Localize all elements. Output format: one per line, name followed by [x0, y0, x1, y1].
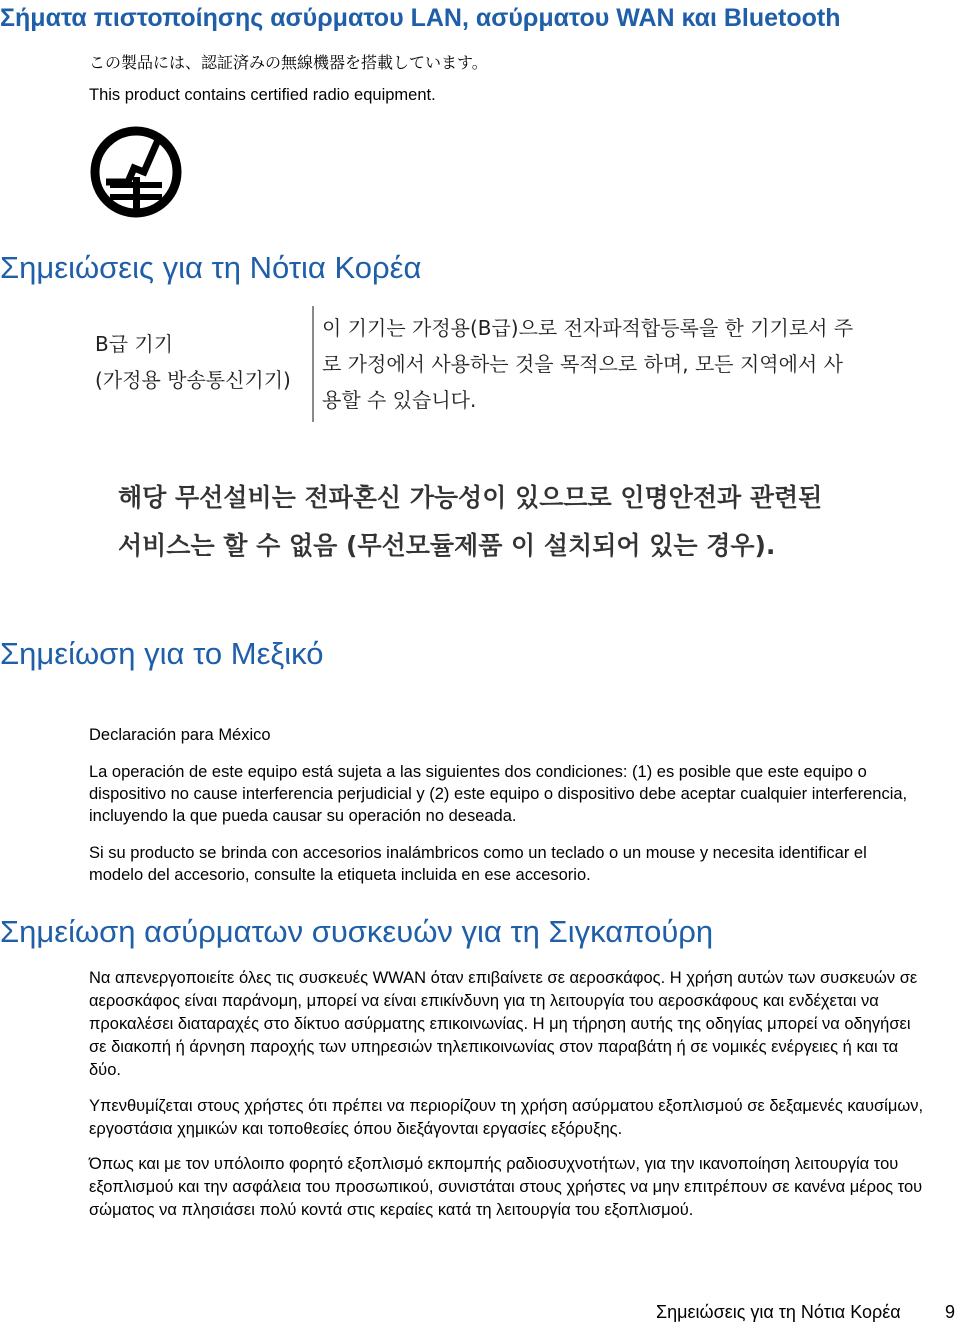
- english-statement: This product contains certified radio equipment.: [89, 86, 436, 104]
- japan-radio-certification-mark-icon: [88, 122, 186, 220]
- footer-page-number: 9: [945, 1302, 956, 1322]
- japanese-statement: この製品には、認証済みの無線機器を搭載しています。: [89, 53, 488, 72]
- singapore-paragraph-rf-exposure: Όπως και με τον υπόλοιπο φορητό εξοπλισμό εκπομπής ραδιοσυχνοτήτων, για την ικανοποίηση λειτουργία του εξοπλισμού και την ασφάλεια του προσωπικού, συνιστάται στους χρήστες να μην επιτρέπουν σε κανένα μέρος του σώματος να πλησιάσει πολύ κοντά στις κεραίες κατά τη λειτουργία του εξοπλισμού.: [89, 1155, 923, 1219]
- singapore-paragraph-aircraft: Να απενεργοποιείτε όλες τις συσκευές WWAN όταν επιβαίνετε σε αεροσκάφος. Η χρήση αυτών των συσκευών σε αεροσκάφος είναι παράνομη, μπορεί να είναι επικίνδυνη για τη λειτουργία του αεροσκάφους και ενδέχεται να προκαλέσει διαταραχές στο δίκτυο ασύρματης επικοινωνίας. Η μη τήρηση αυτής της οδηγίας μπορεί να οδηγήσει σε διακοπή ή άρνηση παροχής των υπηρεσιών τηλεπικοινωνίας στον παραβάτη ή σε νομικές ενέργειες ή και τα δύο.: [89, 969, 918, 1079]
- korea-wireless-notice-line-2: 서비스는 할 수 없음 (무선모듈제품 이 설치되어 있는 경우).: [118, 531, 776, 560]
- heading-mexico: Σημείωση για το Μεξικό: [0, 636, 324, 671]
- korea-household-equipment-label: (가정용 방송통신기기): [95, 368, 291, 392]
- footer-section-title: Σημειώσεις για τη Νότια Κορέα: [656, 1302, 901, 1322]
- heading-wireless-certification: Σήματα πιστοποίησης ασύρματου LAN, ασύρματου WAN και Bluetooth: [0, 4, 841, 32]
- heading-singapore: Σημείωση ασύρματων συσκευών για τη Σιγκαπούρη: [0, 914, 714, 949]
- korea-notice-divider: [312, 306, 314, 422]
- korea-class-b-label: B급 기기: [95, 332, 174, 356]
- korea-class-b-text-line-2: 로 가정에서 사용하는 것을 목적으로 하며, 모든 지역에서 사: [322, 352, 843, 376]
- mexico-paragraph-accessories: Si su producto se brinda con accesorios inalámbricos como un teclado o un mouse y necesita identificar el modelo del accesorio, consulte la etiqueta incluida en ese accesorio.: [89, 844, 867, 884]
- mexico-declaration-title: Declaración para México: [89, 726, 271, 744]
- korea-class-b-text-line-3: 용할 수 있습니다.: [322, 388, 477, 412]
- singapore-paragraph-restrictions: Υπενθυμίζεται στους χρήστες ότι πρέπει να περιορίζουν τη χρήση ασύρματου εξοπλισμού σε δεξαμενές καυσίμων, εργοστάσια χημικών και τοποθεσίες όπου διεξάγονται εργασίες εξόρυξης.: [89, 1097, 924, 1138]
- mexico-paragraph-conditions: La operación de este equipo está sujeta a las siguientes dos condiciones: (1) es posible que este equipo o dispositivo no cause interferencia perjudicial y (2) este equipo o dispositivo debe aceptar cualquier interferencia, incluyendo la que pueda causar su operación no deseada.: [89, 763, 908, 825]
- korea-wireless-notice-line-1: 해당 무선설비는 전파혼신 가능성이 있으므로 인명안전과 관련된: [118, 483, 823, 512]
- heading-south-korea: Σημειώσεις για τη Νότια Κορέα: [0, 250, 422, 285]
- korea-class-b-text-line-1: 이 기기는 가정용(B급)으로 전자파적합등록을 한 기기로서 주: [322, 316, 854, 340]
